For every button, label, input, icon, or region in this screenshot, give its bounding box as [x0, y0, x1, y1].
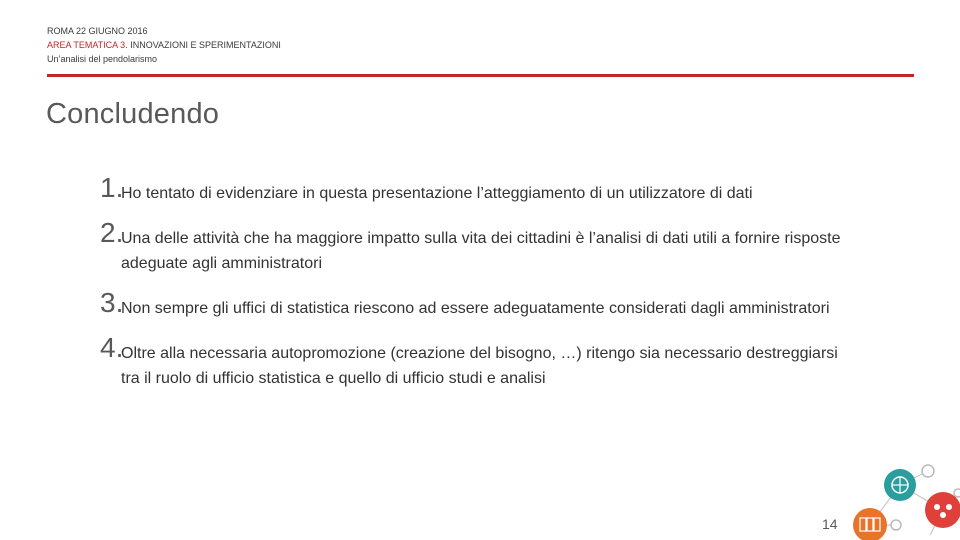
page-number: 14 — [822, 516, 838, 532]
network-node — [891, 520, 901, 530]
conclusion-list — [100, 172, 860, 402]
list-item — [100, 287, 860, 321]
header-subtitle: Un’analisi del pendolarismo — [47, 54, 158, 64]
item-number: 1. — [100, 172, 124, 203]
item-text: Una delle attività che ha maggiore impatto sulla vita dei cittadini è l’analisi di dati utili a fornire risposte adeguate agli amministratori — [121, 230, 841, 272]
item-number: 2. — [100, 217, 124, 248]
list-item — [100, 332, 860, 391]
decorative-network-graphic — [840, 455, 960, 540]
list-item — [100, 217, 860, 276]
item-text: Ho tentato di evidenziare in questa presentazione l’atteggiamento di un utilizzatore di dati — [121, 185, 753, 202]
item-number: 3. — [100, 287, 124, 318]
people-network-icon — [925, 492, 960, 528]
network-node — [954, 489, 960, 497]
network-node — [922, 465, 934, 477]
item-text: Non sempre gli uffici di statistica riescono ad essere adeguatamente considerati dagli amministratori — [121, 300, 830, 317]
item-number: 4. — [100, 332, 124, 363]
header-date: ROMA 22 GIUGNO 2016 — [47, 26, 148, 36]
network-globe-icon — [884, 469, 916, 501]
slide-title: Concludendo — [46, 98, 220, 130]
item-text: Oltre alla necessaria autopromozione (creazione del bisogno, …) ritengo sia necessario destreggiarsi tra il ruolo di ufficio statistica e quello di ufficio studi e analisi — [121, 345, 838, 387]
list-item — [100, 172, 860, 206]
archive-icon — [853, 508, 887, 540]
header-area — [47, 38, 281, 52]
header-divider — [47, 74, 914, 77]
header-area-prefix: AREA TEMATICA 3. — [47, 40, 128, 50]
slide-header — [47, 24, 281, 66]
header-area-title: INNOVAZIONI E SPERIMENTAZIONI — [127, 40, 281, 50]
